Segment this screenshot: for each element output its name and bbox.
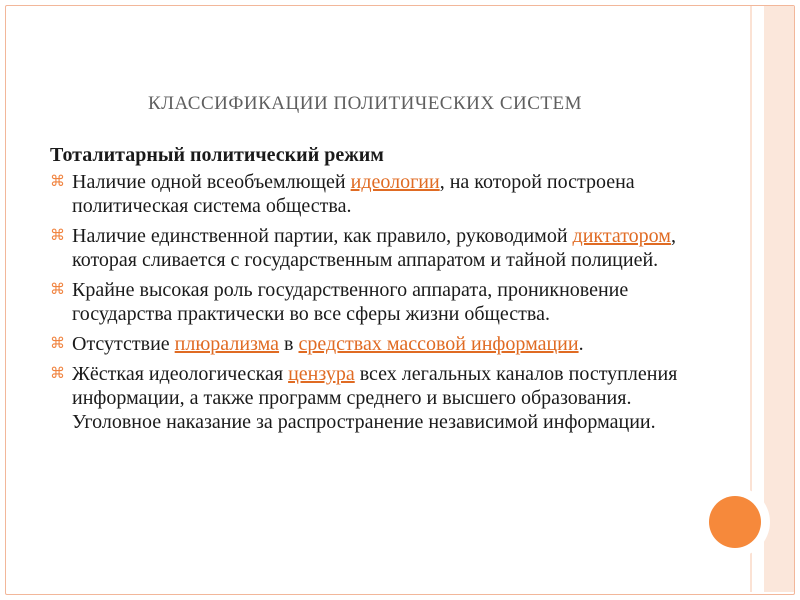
link-dictator[interactable]: диктатором — [572, 225, 671, 247]
link-mass-media[interactable]: средствах массовой информации — [298, 333, 579, 355]
section-heading: Тоталитарный политический режим — [50, 144, 384, 166]
list-item: ⌘ Крайне высокая роль государственного аппарата, проникновение государства практически во все сферы жизни общества. — [50, 279, 629, 325]
decorative-side-band — [764, 6, 794, 592]
slide-content — [50, 143, 690, 440]
bullet-arrow-icon: ⌘ — [50, 336, 65, 352]
list-item: ⌘ Наличие единственной партии, как правило, руководимой диктатором, которая сливается с государственным аппаратом и тайной полицией. — [50, 225, 676, 271]
list-item: ⌘ Наличие одной всеобъемлющей идеологии, на которой построена политическая система общества. — [50, 171, 635, 217]
link-ideology[interactable]: идеологии — [350, 171, 440, 193]
decorative-circle-icon — [709, 496, 761, 548]
bullet-arrow-icon: ⌘ — [50, 366, 65, 382]
slide-title: КЛАССИФИКАЦИИ ПОЛИТИЧЕСКИХ СИСТЕМ — [147, 93, 583, 114]
bullet-arrow-icon: ⌘ — [50, 282, 65, 298]
link-censorship[interactable]: цензура — [288, 363, 355, 385]
bullet-list — [50, 170, 690, 434]
bullet-arrow-icon: ⌘ — [50, 228, 65, 244]
list-item: ⌘ Жёсткая идеологическая цензура всех легальных каналов поступления информации, а также программ среднего и высшего образования. Уголовное наказание за распространение независимой информации. — [50, 363, 678, 433]
list-item: ⌘ Отсутствие плюрализма в средствах массовой информации. — [50, 333, 584, 355]
bullet-arrow-icon: ⌘ — [50, 174, 65, 190]
link-pluralism[interactable]: плюрализма — [174, 333, 280, 355]
